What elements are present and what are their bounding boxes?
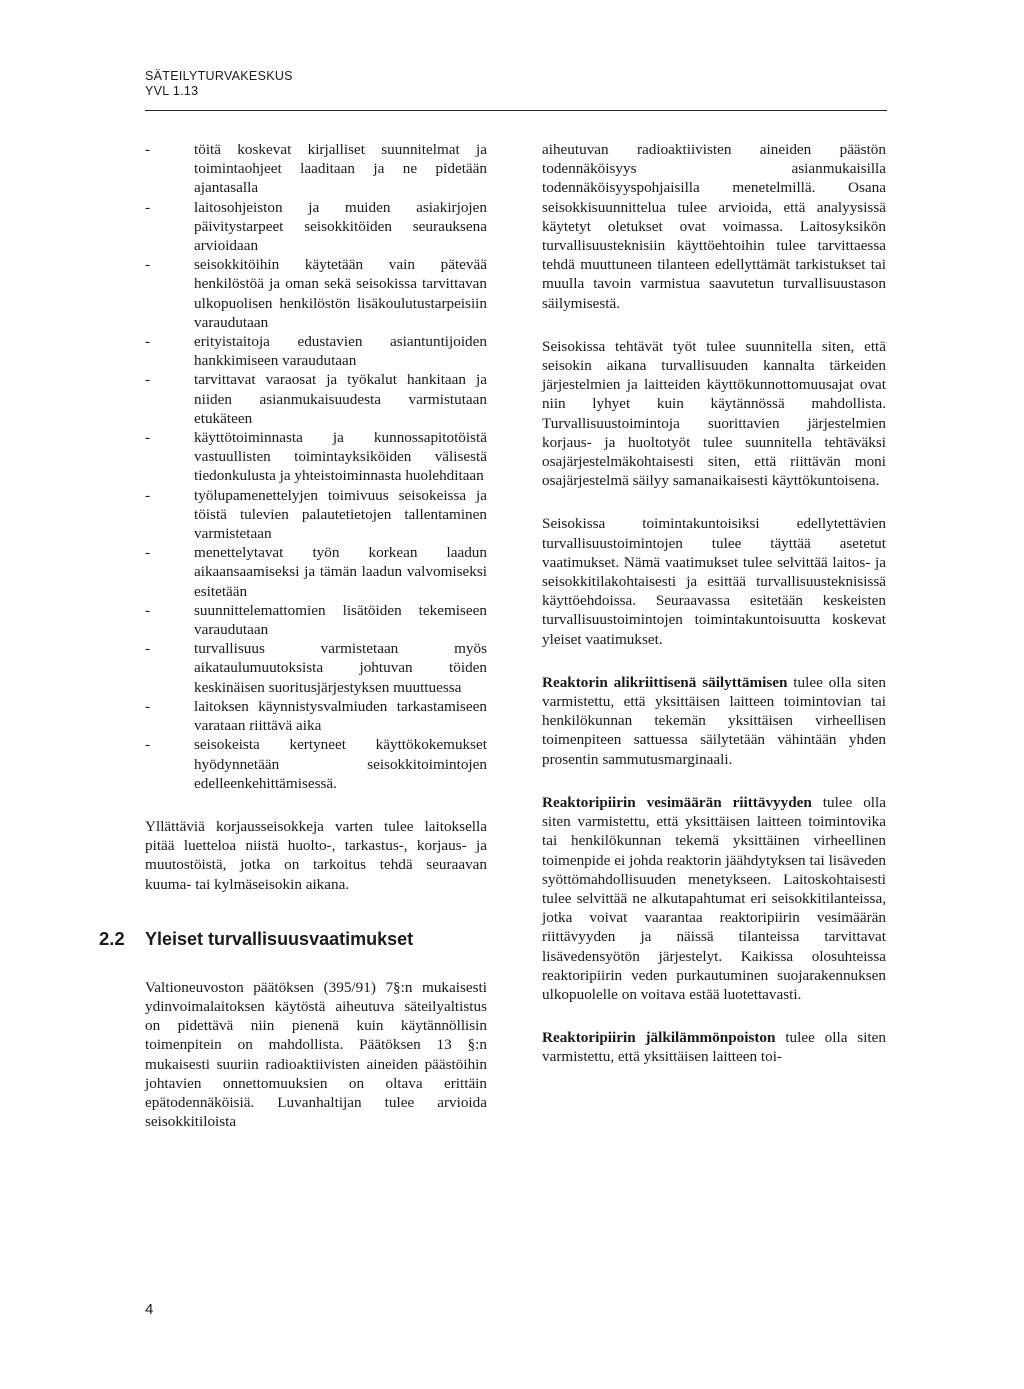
- list-item: [145, 370, 487, 428]
- paragraph-lead: Reaktorin alikriittisenä säilyttämisen: [542, 673, 788, 691]
- bullet-dash: -: [145, 640, 151, 658]
- bullet-list: [145, 140, 487, 793]
- paragraph-text: Seisokissa toimintakuntoisiksi edellytettävien turvallisuustoimintojen tulee täyttää asetetut vaatimukset. Nämä vaatimukset tulee selvittää laitos- ja seisokkitilakohtaisesti ja esittää turvallisuusteknisissä käyttöehdoissa. Seuraavassa esitetään keskeisten turvallisuustoimintojen toimintakuntoisuutta koskevat yleiset vaatimukset.: [542, 515, 886, 648]
- paragraph-lead: Reaktoripiirin vesimäärän riittävyyden: [542, 793, 812, 811]
- list-item: [145, 332, 487, 370]
- header-divider: [145, 110, 887, 111]
- bullet-dash: -: [145, 333, 151, 351]
- paragraph-text: tulee olla siten varmistettu, että yksittäisen laitteen toimintovika tai henkilökunnan tekemä yksittäinen virheellinen toimenpide ei johda reaktorin jäähdytyksen tai lisäveden syöttömahdollisuuden menetykseen. Laitoskohtaisesti tulee selvittää ne alkutapahtumat eri seisokkitilanteissa, jotka voivat vaarantaa reaktoripiirin vesimäärän riittävyyden ja näissä tilanteissa tarvittavat lisävedensyötön järjestelyt. Kaikissa olosuhteissa reaktoripiirin veden purkautuminen suojarakennuksen ulkopuolelle on voitava estää luotettavasti.: [542, 793, 886, 1003]
- bullet-dash: -: [145, 601, 151, 619]
- list-item: [145, 697, 487, 735]
- page-number: 4: [145, 1301, 154, 1318]
- paragraph: [542, 793, 886, 1004]
- list-item-text: töitä koskevat kirjalliset suunnitelmat ja toimintaohjeet laaditaan ja ne pidetään ajantasalla: [194, 141, 487, 197]
- document-header: [145, 69, 885, 98]
- paragraph: [542, 1028, 886, 1066]
- section-heading: [99, 928, 487, 950]
- paragraph-text: aiheutuvan radioaktiivisten aineiden päästön todennäköisyys asianmukaisilla todennäköisyyspohjaisilla menetelmillä. Osana seisokkisuunnittelua tulee arvioida, että analyysissä käytetyt oletukset ovat voimassa. Laitosyksikön turvallisuusteknisiin käyttöehtoihin tulee tarvittaessa tehdä muuttuneen tilanteen edellyttämät tarkistukset tai muulla tavoin varmistua saavutetun turvallisuustason säilymisestä.: [542, 141, 886, 312]
- bullet-dash: -: [145, 429, 151, 447]
- bullet-dash: -: [145, 544, 151, 562]
- paragraph-text: tulee olla siten varmistettu, että yksittäisen laitteen toi-: [542, 1029, 886, 1066]
- list-item: [145, 601, 487, 639]
- list-item: [145, 543, 487, 601]
- bullet-dash: -: [145, 486, 151, 504]
- paragraph-text: tulee olla siten varmistettu, että yksittäisen laitteen toimintovian tai henkilökunnan tekemän yksittäisen virheellisen toimenpiteen sattuessa säilytetään vähintään yhden prosentin sammutusmarginaali.: [542, 673, 886, 768]
- paragraph-lead: Reaktoripiirin jälkilämmönpoiston: [542, 1029, 776, 1047]
- bullet-dash: -: [145, 371, 151, 389]
- list-item: [145, 486, 487, 544]
- list-item-text: turvallisuus varmistetaan myös aikataulumuutoksista johtuvan töiden keskinäisen suoritusjärjestyksen muuttuessa: [194, 640, 487, 696]
- list-item-text: erityistaitoja edustavien asiantuntijoiden hankkimiseen varaudutaan: [194, 333, 487, 370]
- section-title: Yleiset turvallisuusvaatimukset: [145, 928, 414, 949]
- list-item: [145, 735, 487, 793]
- paragraph: [542, 140, 886, 313]
- bullet-dash: -: [145, 141, 151, 158]
- paragraph: [542, 337, 886, 491]
- list-item: [145, 198, 487, 256]
- list-item-text: seisokkitöihin käytetään vain pätevää henkilöstöä ja oman sekä seisokissa tarvittavan ulkopuolisen henkilöstön lisäkoulutustarpeisiin varaudutaan: [194, 256, 487, 331]
- paragraph-text: Seisokissa tehtävät työt tulee suunnitella siten, että seisokin aikana turvallisuuden kannalta tärkeiden järjestelmien ja laitteiden käyttökunnottomuusajat ovat niin lyhyet kuin käytännössä mahdollista. Turvallisuustoimintoja suorittavien järjestelmien korjaus- ja huoltotyöt tulee suunnitella tehtäväksi osajärjestelmäkohtaisesti siten, että riittävän moni osajärjestelmä säilyy samanaikaisesti käyttökuntoisena.: [542, 337, 886, 490]
- paragraph: [542, 673, 886, 769]
- list-item-text: tarvittavat varaosat ja työkalut hankitaan ja niiden asianmukaisuudesta varmistutaan etukäteen: [194, 371, 487, 427]
- left-column: [99, 140, 487, 1131]
- list-item-text: käyttötoiminnasta ja kunnossapitotöistä vastuullisten toimintayksiköiden välisestä tiedonkulusta ja yhteistoiminnasta huolehditaan: [194, 429, 487, 485]
- list-item: [145, 639, 487, 697]
- list-item-text: työlupamenettelyjen toimivuus seisokeissa ja töistä tulevien palautetietojen tallentaminen varmistetaan: [194, 486, 487, 543]
- list-item-text: laitosohjeiston ja muiden asiakirjojen päivitystarpeet seisokkitöiden seurauksena arvioidaan: [194, 198, 487, 255]
- paragraph: [542, 514, 886, 648]
- section-paragraph: Valtioneuvoston päätöksen (395/91) 7§:n mukaisesti ydinvoimalaitoksen käytöstä aiheutuva säteilyaltistus on pidettävä niin pienenä kuin käytännöllisin toimenpitein on mahdollista. Päätöksen 13 §:n mukaisesti suuriin radioaktiivisten aineiden päästöihin johtavien onnettomuuksien on oltava erittäin epätodennäköisiä. Luvanhaltijan tulee arvioida seisokkitiloista: [145, 978, 487, 1131]
- list-item-text: laitoksen käynnistysvalmiuden tarkastamiseen varataan riittävä aika: [194, 697, 487, 735]
- bullet-dash: -: [145, 736, 151, 754]
- list-item: [145, 140, 487, 198]
- list-item-text: seisokeista kertyneet käyttökokemukset hyödynnetään seisokkitoimintojen edelleenkehittämisessä.: [194, 736, 487, 792]
- section-number: 2.2: [99, 927, 125, 949]
- list-item: [145, 255, 487, 332]
- right-column: [542, 140, 886, 1067]
- repair-outage-paragraph: Yllättäviä korjausseisokkeja varten tulee laitoksella pitää luetteloa niistä huolto-, tarkastus-, korjaus- ja muutostöistä, jotka on tarkoitus tehdä seuraavan kuuma- tai kylmäseisokin aikana.: [145, 817, 487, 893]
- bullet-dash: -: [145, 256, 151, 274]
- list-item-text: menettelytavat työn korkean laadun aikaansaamiseksi ja tämän laadun valvomiseksi esitetään: [194, 544, 487, 600]
- bullet-dash: -: [145, 697, 151, 715]
- list-item-text: suunnittelemattomien lisätöiden tekemiseen varaudutaan: [194, 601, 487, 639]
- bullet-dash: -: [145, 198, 151, 216]
- guide-code: YVL 1.13: [145, 83, 199, 98]
- organization-name: SÄTEILYTURVAKESKUS: [145, 69, 293, 83]
- list-item: [145, 428, 487, 486]
